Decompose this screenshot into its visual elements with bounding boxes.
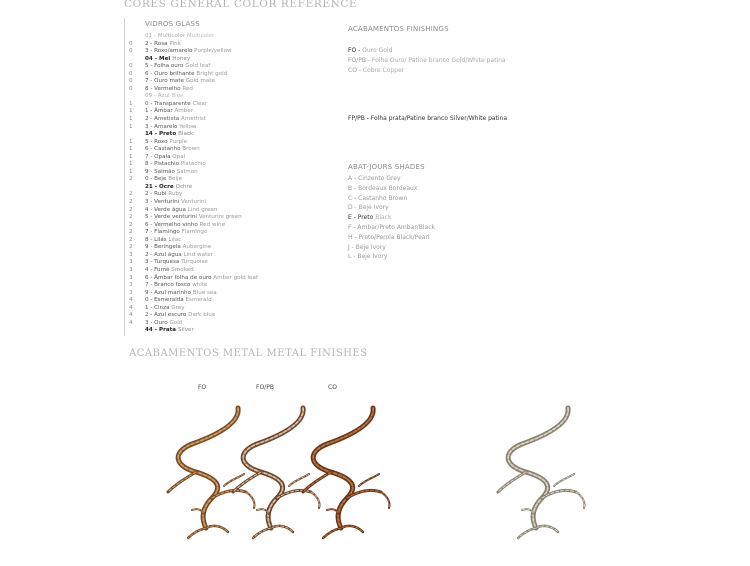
glass-color-prefix: 3 bbox=[129, 259, 133, 266]
finishing-text: Cobre Copper bbox=[362, 67, 405, 74]
glass-color-prefix: 3 bbox=[129, 251, 133, 258]
glass-color-label: 8 - Lilás Lilac bbox=[145, 236, 182, 243]
shade-english: Black bbox=[375, 214, 392, 222]
glass-color-prefix: 0 bbox=[129, 48, 133, 55]
glass-color-prefix: 1 bbox=[129, 161, 133, 168]
finishings-heading: ACABAMENTOS FINISHINGS bbox=[348, 25, 449, 33]
glass-color-english: Blue bbox=[171, 93, 184, 100]
glass-color-label: 21 - Ocre Ochre bbox=[145, 183, 193, 190]
glass-color-label: 6 - Vermelho vinho Red wine bbox=[145, 221, 226, 228]
glass-color-prefix: 4 bbox=[129, 319, 133, 326]
glass-color-prefix: 0 bbox=[129, 40, 133, 47]
glass-color-english: Silver bbox=[178, 327, 194, 334]
glass-color-row bbox=[125, 108, 325, 116]
glass-color-english: Amethist bbox=[180, 116, 207, 123]
glass-color-row bbox=[125, 48, 325, 56]
glass-color-prefix: 4 bbox=[129, 304, 133, 311]
glass-color-label: 8 - Pistachio Pistachio bbox=[145, 161, 206, 168]
finishing-item bbox=[348, 46, 506, 56]
glass-color-label: 4 - Fumé Smoked bbox=[145, 266, 194, 273]
glass-color-english: Salmon bbox=[176, 168, 198, 175]
glass-color-label: 04 - Mel Honey bbox=[145, 55, 191, 62]
glass-color-english: Gold leaf bbox=[185, 63, 211, 70]
glass-color-label: 7 - Branco fosco white bbox=[145, 282, 208, 289]
glass-color-row bbox=[125, 305, 325, 313]
glass-color-label: 1 - Cinza Grey bbox=[145, 304, 185, 311]
glass-color-row bbox=[125, 267, 325, 275]
glass-color-label: 8 - Vermelho Red bbox=[145, 85, 193, 92]
glass-color-prefix: 2 bbox=[129, 191, 133, 198]
glass-color-row bbox=[125, 191, 325, 199]
glass-color-row bbox=[125, 63, 325, 71]
glass-color-label: 9 - Azul marinho Blue sea bbox=[145, 289, 217, 296]
glass-color-prefix: 1 bbox=[129, 153, 133, 160]
glass-color-english: Honey bbox=[172, 55, 191, 62]
glass-color-english: Clear bbox=[192, 100, 208, 107]
glass-color-english: Grey bbox=[171, 304, 185, 311]
glass-color-english: Gold bbox=[169, 319, 183, 326]
glass-color-english: Smoked bbox=[171, 266, 194, 273]
glass-color-row bbox=[125, 41, 325, 49]
glass-color-prefix: 3 bbox=[129, 289, 133, 296]
glass-color-row bbox=[125, 237, 325, 245]
glass-color-label: 6 - Castanho Brown bbox=[145, 146, 200, 153]
glass-color-row bbox=[125, 139, 325, 147]
glass-color-row bbox=[125, 169, 325, 177]
glass-color-prefix: 4 bbox=[129, 297, 133, 304]
finishing-item bbox=[348, 56, 506, 66]
glass-color-label: 6 - Ouro brilhante Bright gold bbox=[145, 70, 228, 77]
glass-color-list bbox=[125, 33, 325, 335]
glass-color-label: 2 - Azul escuro Dark blue bbox=[145, 312, 216, 319]
glass-color-english: Venturini green bbox=[198, 214, 242, 221]
glass-color-label: 9 - Beringela Aubergine bbox=[145, 244, 212, 251]
glass-color-row bbox=[125, 71, 325, 79]
glass-color-prefix: 2 bbox=[129, 176, 133, 183]
glass-color-row bbox=[125, 259, 325, 267]
glass-color-english: Gold mate bbox=[185, 78, 215, 85]
glass-color-prefix: 1 bbox=[129, 100, 133, 107]
glass-color-row bbox=[125, 116, 325, 124]
glass-color-label: 7 - Ouro mate Gold mate bbox=[145, 78, 215, 85]
glass-color-prefix: 2 bbox=[129, 221, 133, 228]
glass-color-english: Ochre bbox=[175, 183, 193, 190]
glass-color-prefix: 1 bbox=[129, 138, 133, 145]
branch-stroke bbox=[188, 528, 206, 538]
glass-color-english: Red bbox=[182, 85, 193, 92]
glass-color-row bbox=[125, 33, 325, 41]
glass-color-english: Pink bbox=[169, 40, 181, 47]
glass-color-row bbox=[125, 86, 325, 94]
glass-color-prefix: 3 bbox=[129, 282, 133, 289]
glass-color-label: 3 - Turquesa Turquoise bbox=[145, 259, 208, 266]
glass-color-english: Brown bbox=[182, 146, 200, 153]
shade-item: H - Preto/Perola Black/Pearl bbox=[348, 233, 430, 241]
glass-color-row bbox=[125, 297, 325, 305]
glass-color-label: 0 - Beje Beije bbox=[145, 176, 183, 183]
finishing-text: Ouro Gold bbox=[362, 47, 393, 54]
shade-item: B - Bordeaux Bordeaux bbox=[348, 184, 418, 192]
glass-color-english: Blue sea bbox=[192, 289, 217, 296]
glass-color-english: Turquoise bbox=[181, 259, 208, 266]
shade-item: D - Beje Ivory bbox=[348, 204, 389, 212]
glass-color-label: 2 - Ametista Amethist bbox=[145, 116, 207, 123]
glass-color-label: 2 - Rosa Pink bbox=[145, 40, 181, 47]
glass-color-row bbox=[125, 275, 325, 283]
glass-color-english: Dark blue bbox=[188, 312, 216, 319]
glass-color-label: 4 - Verde água Lind green bbox=[145, 206, 218, 213]
finishing-code: FO/PB - bbox=[348, 57, 372, 64]
glass-color-english: Amber bbox=[174, 108, 194, 115]
glass-color-english: Red wine bbox=[199, 221, 226, 228]
glass-color-english: Lind green bbox=[187, 206, 218, 213]
glass-color-row bbox=[125, 229, 325, 237]
branch-stroke bbox=[518, 528, 536, 538]
glass-color-label: 01 - Multicolor Multicolor bbox=[145, 33, 215, 39]
branch-swatch-silver bbox=[480, 400, 610, 540]
glass-color-prefix: 3 bbox=[129, 274, 133, 281]
branch-swatch-co bbox=[285, 400, 415, 540]
glass-color-prefix: 0 bbox=[129, 63, 133, 70]
glass-color-label: 7 - Flamingo Flamingo bbox=[145, 229, 208, 236]
glass-color-row bbox=[125, 199, 325, 207]
glass-color-english: Black bbox=[178, 131, 194, 138]
glass-color-row bbox=[125, 78, 325, 86]
finishing-code: FO - bbox=[348, 47, 363, 54]
glass-color-row bbox=[125, 320, 325, 328]
shade-item: L - Beje Ivory bbox=[348, 253, 388, 261]
glass-color-row bbox=[125, 124, 325, 132]
glass-color-prefix: 2 bbox=[129, 199, 133, 206]
glass-color-english: Purple/yellow bbox=[194, 48, 232, 55]
shade-item: E - Preto Black bbox=[348, 214, 392, 222]
glass-color-english: Pistachio bbox=[180, 161, 206, 168]
glass-color-english: Opal bbox=[172, 153, 186, 160]
glass-color-prefix: 3 bbox=[129, 266, 133, 273]
glass-color-label: 5 - Roxo Purple bbox=[145, 138, 188, 145]
glass-color-english: Aubergine bbox=[182, 244, 212, 251]
glass-color-row bbox=[125, 312, 325, 320]
glass-color-prefix: 1 bbox=[129, 116, 133, 123]
glass-color-row bbox=[125, 282, 325, 290]
glass-color-english: Beije bbox=[168, 176, 183, 183]
glass-color-label: 3 - Venturini Venturini bbox=[145, 199, 207, 206]
shades-list bbox=[348, 174, 435, 262]
finishings-list bbox=[348, 46, 506, 76]
glass-color-label: 5 - Verde venturini Venturini green bbox=[145, 214, 242, 221]
glass-color-english: white bbox=[192, 282, 208, 289]
glass-color-label: 9 - Salmão Salmon bbox=[145, 168, 198, 175]
page-title: CORES GENERAL COLOR REFERENCE bbox=[124, 0, 358, 10]
glass-color-row bbox=[125, 290, 325, 298]
glass-color-english: Esmerald bbox=[185, 297, 212, 304]
shade-item: J - Beje Ivory bbox=[348, 243, 386, 251]
glass-color-prefix: 0 bbox=[129, 78, 133, 85]
branch-stroke bbox=[253, 528, 271, 538]
glass-color-label: 2 - Azul água Lind water bbox=[145, 251, 213, 258]
glass-color-prefix: 2 bbox=[129, 206, 133, 213]
glass-color-row bbox=[125, 93, 325, 101]
glass-color-label: 7 - Opala Opal bbox=[145, 153, 186, 160]
finishing-text: Folha Ouro/ Patine branco Gold/White patina bbox=[371, 57, 506, 64]
glass-color-prefix: 1 bbox=[129, 146, 133, 153]
glass-color-row bbox=[125, 161, 325, 169]
glass-color-english: Yellow bbox=[179, 123, 197, 130]
glass-color-prefix: 1 bbox=[129, 108, 133, 115]
swatch-label-co: CO bbox=[328, 384, 337, 391]
glass-color-prefix: 2 bbox=[129, 236, 133, 243]
glass-color-panel bbox=[124, 18, 325, 336]
finishing-fp-pb: FP/PB - Folha prata/Patine branco Silver/White patina bbox=[348, 115, 508, 122]
branch-highlight bbox=[313, 408, 373, 528]
glass-color-label: 1 - Âmbar Amber bbox=[145, 108, 194, 115]
shade-item: A - Cinzento Grey bbox=[348, 175, 401, 182]
glass-color-label: 0 - Transparente Clear bbox=[145, 100, 208, 107]
glass-color-label: 0 - Esmeralda Esmerald bbox=[145, 297, 212, 304]
swatch-label-fo-pb: FO/PB bbox=[256, 384, 274, 391]
glass-color-english: Flamingo bbox=[181, 229, 208, 236]
glass-color-row bbox=[125, 131, 325, 139]
glass-color-english: Multicolor bbox=[186, 33, 215, 39]
glass-color-row bbox=[125, 327, 325, 335]
glass-color-label: 14 - Preto Black bbox=[145, 131, 194, 138]
glass-color-row bbox=[125, 207, 325, 215]
glass-color-row bbox=[125, 244, 325, 252]
glass-color-row bbox=[125, 176, 325, 184]
glass-color-english: Bright gold bbox=[196, 70, 228, 77]
shade-item: F - Ambar/Preto Ambar/Black bbox=[348, 223, 435, 231]
swatch-label-fo: FO bbox=[198, 384, 207, 391]
glass-color-row bbox=[125, 184, 325, 192]
glass-color-row bbox=[125, 214, 325, 222]
glass-color-label: 44 - Prata Silver bbox=[145, 327, 194, 334]
glass-color-prefix: 2 bbox=[129, 244, 133, 251]
glass-color-label: 3 - Amarelo Yellow bbox=[145, 123, 197, 130]
glass-color-prefix: 4 bbox=[129, 312, 133, 319]
glass-color-label: 6 - Âmbar folha de ouro Amber gold leaf bbox=[145, 274, 258, 281]
glass-color-prefix: 2 bbox=[129, 229, 133, 236]
glass-color-label: 2 - Rubi Ruby bbox=[145, 191, 183, 198]
glass-color-english: Purple bbox=[169, 138, 188, 145]
glass-color-english: Lilac bbox=[168, 236, 182, 243]
glass-color-row bbox=[125, 56, 325, 64]
glass-color-row bbox=[125, 252, 325, 260]
glass-color-row bbox=[125, 146, 325, 154]
glass-heading: VIDROS GLASS bbox=[145, 20, 200, 28]
glass-color-label: 3 - Ouro Gold bbox=[145, 319, 183, 326]
glass-color-prefix: 0 bbox=[129, 85, 133, 92]
shades-heading: ABAT-JOURS SHADES bbox=[348, 163, 425, 171]
glass-color-row bbox=[125, 154, 325, 162]
glass-color-row bbox=[125, 222, 325, 230]
finishing-item bbox=[348, 66, 506, 76]
glass-color-prefix: 2 bbox=[129, 214, 133, 221]
finishing-code: CO - bbox=[348, 67, 363, 74]
branch-highlight bbox=[508, 408, 568, 528]
glass-color-prefix: 0 bbox=[129, 70, 133, 77]
glass-color-label: 09 - Azul Blue bbox=[145, 93, 184, 100]
metal-finishes-title: ACABAMENTOS METAL METAL FINISHES bbox=[129, 348, 368, 359]
glass-color-prefix: 1 bbox=[129, 168, 133, 175]
branch-stroke bbox=[323, 528, 341, 538]
glass-color-english: Amber gold leaf bbox=[213, 274, 258, 281]
glass-color-prefix: 1 bbox=[129, 123, 133, 130]
glass-color-label: 3 - Roxo/amarelo Purple/yellow bbox=[145, 48, 232, 55]
glass-color-english: Venturini bbox=[180, 199, 207, 206]
glass-color-english: Ruby bbox=[168, 191, 183, 198]
shade-item: C - Castanho Brown bbox=[348, 194, 408, 202]
glass-color-label: 5 - Folha ouro Gold leaf bbox=[145, 63, 211, 70]
glass-color-english: Lind water bbox=[183, 251, 213, 258]
